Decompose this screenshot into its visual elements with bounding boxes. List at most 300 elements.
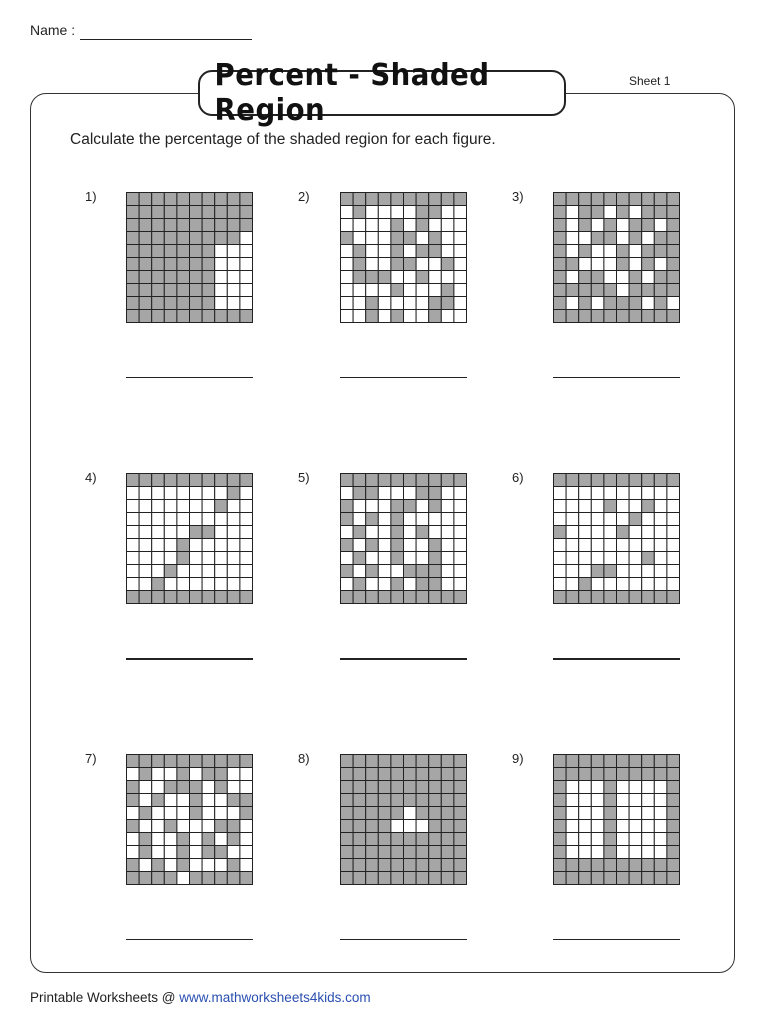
unshaded-cell [227, 513, 240, 526]
shaded-cell [139, 258, 152, 271]
shaded-cell [127, 474, 140, 487]
shaded-cell [127, 258, 140, 271]
shaded-cell [429, 552, 442, 565]
shaded-cell [127, 781, 140, 794]
unshaded-cell [139, 794, 152, 807]
unshaded-cell [378, 310, 391, 323]
unshaded-cell [152, 526, 165, 539]
unshaded-cell [642, 846, 655, 859]
shaded-cell [127, 755, 140, 768]
shaded-cell [566, 310, 579, 323]
unshaded-cell [164, 833, 177, 846]
shaded-cell [190, 591, 203, 604]
shaded-cell [227, 755, 240, 768]
sheet-label: Sheet 1 [629, 74, 671, 88]
shaded-cell [554, 755, 567, 768]
unshaded-cell [341, 552, 354, 565]
unshaded-cell [215, 284, 228, 297]
unshaded-cell [391, 297, 404, 310]
shaded-cell [177, 310, 190, 323]
shaded-cell [654, 768, 667, 781]
unshaded-cell [617, 284, 630, 297]
shaded-cell [604, 193, 617, 206]
shaded-cell [416, 219, 429, 232]
shaded-cell [127, 310, 140, 323]
shaded-cell [378, 846, 391, 859]
unshaded-cell [454, 565, 467, 578]
shaded-cell [629, 872, 642, 885]
shaded-cell [353, 807, 366, 820]
shaded-cell [152, 206, 165, 219]
shaded-cell [202, 846, 215, 859]
shaded-cell [629, 474, 642, 487]
shaded-cell [139, 193, 152, 206]
unshaded-cell [566, 232, 579, 245]
shaded-cell [341, 474, 354, 487]
shaded-cell [164, 232, 177, 245]
shaded-cell [341, 781, 354, 794]
shaded-cell [441, 833, 454, 846]
shaded-cell [164, 297, 177, 310]
percent-grid [340, 473, 467, 604]
unshaded-cell [366, 258, 379, 271]
unshaded-cell [391, 820, 404, 833]
shaded-cell [404, 768, 417, 781]
unshaded-cell [591, 245, 604, 258]
shaded-cell [441, 297, 454, 310]
shaded-cell [416, 487, 429, 500]
unshaded-cell [127, 487, 140, 500]
unshaded-cell [378, 487, 391, 500]
shaded-cell [139, 219, 152, 232]
unshaded-cell [654, 794, 667, 807]
unshaded-cell [378, 206, 391, 219]
shaded-cell [566, 768, 579, 781]
shaded-cell [391, 807, 404, 820]
unshaded-cell [177, 500, 190, 513]
unshaded-cell [629, 565, 642, 578]
shaded-cell [227, 206, 240, 219]
unshaded-cell [591, 297, 604, 310]
unshaded-cell [629, 807, 642, 820]
shaded-cell [404, 258, 417, 271]
shaded-cell [391, 513, 404, 526]
shaded-cell [177, 258, 190, 271]
unshaded-cell [190, 487, 203, 500]
shaded-cell [642, 258, 655, 271]
shaded-cell [202, 526, 215, 539]
shaded-cell [429, 206, 442, 219]
unshaded-cell [454, 232, 467, 245]
unshaded-cell [152, 552, 165, 565]
shaded-cell [604, 500, 617, 513]
percent-grid [553, 192, 680, 323]
unshaded-cell [164, 807, 177, 820]
unshaded-cell [177, 578, 190, 591]
shaded-cell [366, 846, 379, 859]
unshaded-cell [566, 539, 579, 552]
shaded-cell [591, 565, 604, 578]
shaded-cell [353, 794, 366, 807]
unshaded-cell [215, 487, 228, 500]
shaded-cell [353, 846, 366, 859]
unshaded-cell [617, 833, 630, 846]
shaded-cell [554, 872, 567, 885]
unshaded-cell [617, 578, 630, 591]
unshaded-cell [416, 258, 429, 271]
shaded-cell [391, 768, 404, 781]
shaded-cell [454, 872, 467, 885]
unshaded-cell [566, 500, 579, 513]
shaded-cell [591, 271, 604, 284]
shaded-cell [429, 794, 442, 807]
shaded-cell [127, 284, 140, 297]
shaded-cell [152, 193, 165, 206]
unshaded-cell [215, 245, 228, 258]
unshaded-cell [404, 297, 417, 310]
unshaded-cell [591, 526, 604, 539]
unshaded-cell [240, 565, 253, 578]
unshaded-cell [240, 781, 253, 794]
shaded-cell [454, 833, 467, 846]
shaded-cell [240, 755, 253, 768]
shaded-cell [617, 591, 630, 604]
unshaded-cell [441, 219, 454, 232]
shaded-cell [667, 859, 680, 872]
shaded-cell [579, 872, 592, 885]
shaded-cell [604, 859, 617, 872]
shaded-cell [240, 474, 253, 487]
unshaded-cell [566, 807, 579, 820]
shaded-cell [404, 565, 417, 578]
shaded-cell [353, 206, 366, 219]
shaded-cell [164, 872, 177, 885]
unshaded-cell [202, 578, 215, 591]
shaded-cell [617, 193, 630, 206]
answer-line[interactable] [340, 939, 467, 940]
shaded-cell [566, 474, 579, 487]
shaded-cell [152, 310, 165, 323]
shaded-cell [240, 872, 253, 885]
unshaded-cell [378, 500, 391, 513]
shaded-cell [554, 271, 567, 284]
shaded-cell [215, 768, 228, 781]
answer-line[interactable] [340, 377, 467, 378]
percent-grid [340, 192, 467, 323]
unshaded-cell [353, 232, 366, 245]
shaded-cell [391, 872, 404, 885]
shaded-cell [579, 206, 592, 219]
shaded-cell [604, 768, 617, 781]
unshaded-cell [139, 539, 152, 552]
unshaded-cell [454, 258, 467, 271]
unshaded-cell [190, 513, 203, 526]
unshaded-cell [579, 846, 592, 859]
shaded-cell [227, 872, 240, 885]
unshaded-cell [240, 552, 253, 565]
shaded-cell [215, 846, 228, 859]
shaded-cell [667, 271, 680, 284]
shaded-cell [215, 193, 228, 206]
unshaded-cell [604, 258, 617, 271]
shaded-cell [629, 284, 642, 297]
shaded-cell [202, 258, 215, 271]
footer [30, 990, 371, 1005]
shaded-cell [654, 310, 667, 323]
shaded-cell [454, 474, 467, 487]
shaded-cell [667, 474, 680, 487]
unshaded-cell [127, 846, 140, 859]
unshaded-cell [240, 271, 253, 284]
unshaded-cell [341, 487, 354, 500]
unshaded-cell [579, 833, 592, 846]
shaded-cell [404, 872, 417, 885]
shaded-cell [177, 206, 190, 219]
shaded-cell [177, 284, 190, 297]
shaded-cell [591, 859, 604, 872]
unshaded-cell [629, 820, 642, 833]
unshaded-cell [404, 820, 417, 833]
unshaded-cell [177, 565, 190, 578]
shaded-cell [177, 591, 190, 604]
answer-line[interactable] [126, 939, 253, 940]
unshaded-cell [404, 526, 417, 539]
shaded-cell [416, 578, 429, 591]
answer-line[interactable] [553, 377, 680, 378]
shaded-cell [341, 755, 354, 768]
unshaded-cell [139, 526, 152, 539]
unshaded-cell [441, 206, 454, 219]
shaded-cell [366, 820, 379, 833]
shaded-cell [139, 807, 152, 820]
shaded-cell [202, 310, 215, 323]
unshaded-cell [604, 552, 617, 565]
shaded-cell [177, 271, 190, 284]
shaded-cell [202, 219, 215, 232]
shaded-cell [215, 820, 228, 833]
unshaded-cell [127, 768, 140, 781]
answer-line[interactable] [553, 658, 680, 660]
unshaded-cell [566, 552, 579, 565]
unshaded-cell [554, 500, 567, 513]
shaded-cell [579, 859, 592, 872]
name-blank-line [80, 39, 252, 40]
shaded-cell [240, 310, 253, 323]
shaded-cell [404, 859, 417, 872]
shaded-cell [416, 833, 429, 846]
shaded-cell [617, 474, 630, 487]
shaded-cell [554, 245, 567, 258]
shaded-cell [591, 591, 604, 604]
shaded-cell [566, 193, 579, 206]
unshaded-cell [441, 310, 454, 323]
shaded-cell [429, 487, 442, 500]
page-title: Percent - Shaded Region [214, 58, 490, 128]
unshaded-cell [591, 578, 604, 591]
unshaded-cell [378, 513, 391, 526]
shaded-cell [654, 591, 667, 604]
unshaded-cell [404, 539, 417, 552]
shaded-cell [441, 781, 454, 794]
shaded-cell [554, 781, 567, 794]
unshaded-cell [240, 232, 253, 245]
unshaded-cell [240, 245, 253, 258]
unshaded-cell [591, 539, 604, 552]
unshaded-cell [667, 526, 680, 539]
shaded-cell [642, 859, 655, 872]
shaded-cell [429, 539, 442, 552]
unshaded-cell [591, 794, 604, 807]
unshaded-cell [366, 206, 379, 219]
unshaded-cell [454, 552, 467, 565]
unshaded-cell [629, 487, 642, 500]
unshaded-cell [454, 284, 467, 297]
shaded-cell [190, 794, 203, 807]
shaded-cell [416, 794, 429, 807]
shaded-cell [629, 219, 642, 232]
unshaded-cell [429, 219, 442, 232]
unshaded-cell [240, 500, 253, 513]
shaded-cell [642, 591, 655, 604]
answer-line[interactable] [126, 658, 253, 660]
shaded-cell [617, 297, 630, 310]
shaded-cell [429, 768, 442, 781]
shaded-cell [391, 846, 404, 859]
shaded-cell [667, 768, 680, 781]
shaded-cell [416, 526, 429, 539]
unshaded-cell [378, 258, 391, 271]
shaded-cell [177, 552, 190, 565]
shaded-cell [341, 591, 354, 604]
shaded-cell [391, 310, 404, 323]
shaded-cell [629, 271, 642, 284]
unshaded-cell [152, 807, 165, 820]
unshaded-cell [416, 552, 429, 565]
unshaded-cell [202, 552, 215, 565]
shaded-cell [554, 859, 567, 872]
unshaded-cell [152, 820, 165, 833]
shaded-cell [579, 271, 592, 284]
shaded-cell [429, 565, 442, 578]
answer-line[interactable] [340, 658, 467, 660]
shaded-cell [215, 232, 228, 245]
shaded-cell [341, 565, 354, 578]
shaded-cell [366, 872, 379, 885]
shaded-cell [429, 755, 442, 768]
shaded-cell [152, 872, 165, 885]
unshaded-cell [353, 500, 366, 513]
shaded-cell [240, 219, 253, 232]
shaded-cell [391, 859, 404, 872]
unshaded-cell [617, 552, 630, 565]
unshaded-cell [215, 526, 228, 539]
unshaded-cell [416, 310, 429, 323]
unshaded-cell [127, 552, 140, 565]
unshaded-cell [240, 526, 253, 539]
shaded-cell [127, 794, 140, 807]
unshaded-cell [454, 487, 467, 500]
shaded-cell [152, 245, 165, 258]
shaded-cell [177, 539, 190, 552]
shaded-cell [366, 474, 379, 487]
unshaded-cell [604, 539, 617, 552]
shaded-cell [579, 245, 592, 258]
unshaded-cell [604, 487, 617, 500]
shaded-cell [139, 846, 152, 859]
answer-line[interactable] [553, 939, 680, 940]
unshaded-cell [642, 794, 655, 807]
shaded-cell [642, 755, 655, 768]
shaded-cell [353, 872, 366, 885]
unshaded-cell [127, 833, 140, 846]
unshaded-cell [190, 768, 203, 781]
shaded-cell [667, 833, 680, 846]
unshaded-cell [617, 487, 630, 500]
unshaded-cell [591, 820, 604, 833]
unshaded-cell [227, 578, 240, 591]
unshaded-cell [554, 552, 567, 565]
unshaded-cell [554, 578, 567, 591]
unshaded-cell [654, 487, 667, 500]
unshaded-cell [654, 539, 667, 552]
shaded-cell [642, 245, 655, 258]
problem-number: 2) [298, 189, 310, 204]
unshaded-cell [190, 578, 203, 591]
unshaded-cell [152, 539, 165, 552]
unshaded-cell [629, 245, 642, 258]
unshaded-cell [416, 297, 429, 310]
unshaded-cell [579, 487, 592, 500]
shaded-cell [642, 193, 655, 206]
shaded-cell [591, 232, 604, 245]
unshaded-cell [366, 245, 379, 258]
shaded-cell [378, 781, 391, 794]
shaded-cell [215, 474, 228, 487]
answer-line[interactable] [126, 377, 253, 378]
shaded-cell [152, 794, 165, 807]
unshaded-cell [366, 526, 379, 539]
shaded-cell [139, 768, 152, 781]
shaded-cell [429, 232, 442, 245]
shaded-cell [642, 219, 655, 232]
shaded-cell [404, 591, 417, 604]
shaded-cell [617, 859, 630, 872]
unshaded-cell [454, 297, 467, 310]
unshaded-cell [227, 271, 240, 284]
shaded-cell [604, 781, 617, 794]
unshaded-cell [416, 284, 429, 297]
unshaded-cell [654, 846, 667, 859]
shaded-cell [591, 193, 604, 206]
shaded-cell [404, 755, 417, 768]
unshaded-cell [454, 513, 467, 526]
unshaded-cell [566, 846, 579, 859]
shaded-cell [642, 552, 655, 565]
unshaded-cell [164, 487, 177, 500]
unshaded-cell [454, 206, 467, 219]
shaded-cell [177, 245, 190, 258]
unshaded-cell [579, 500, 592, 513]
shaded-cell [190, 755, 203, 768]
unshaded-cell [164, 539, 177, 552]
shaded-cell [667, 872, 680, 885]
unshaded-cell [353, 219, 366, 232]
footer-link[interactable]: www.mathworksheets4kids.com [179, 990, 371, 1005]
unshaded-cell [416, 232, 429, 245]
unshaded-cell [441, 500, 454, 513]
shaded-cell [139, 310, 152, 323]
unshaded-cell [152, 781, 165, 794]
